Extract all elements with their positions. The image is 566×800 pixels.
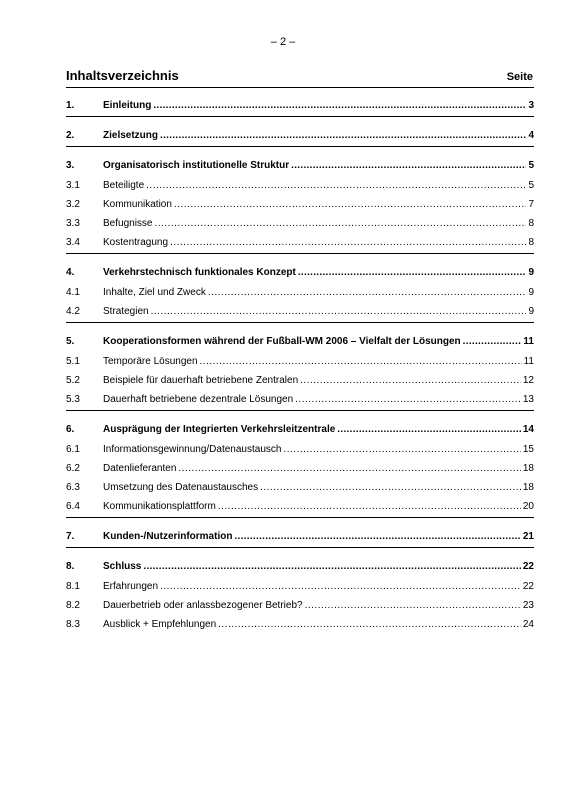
toc-entry-title: Kooperationsformen während der Fußball-WM 2006 – Vielfalt der Lösungen — [103, 336, 461, 347]
toc-entry-page: 9 — [528, 306, 534, 317]
toc-entry-number: 6.3 — [66, 482, 80, 493]
toc-section-row[interactable] — [66, 179, 534, 193]
toc-dot-leader — [337, 423, 521, 437]
toc-dot-leader — [218, 618, 521, 632]
toc-dot-leader — [218, 500, 521, 514]
toc-dot-leader — [234, 530, 520, 544]
toc-chapter-row[interactable] — [66, 159, 534, 173]
toc-entry-title: Ausprägung der Integrierten Verkehrsleitzentrale — [103, 424, 336, 435]
toc-dot-leader — [154, 217, 526, 231]
toc-entry-title: Kommunikation — [103, 199, 172, 210]
toc-entry-page: 8 — [528, 218, 534, 229]
toc-entry-number: 5.2 — [66, 375, 80, 386]
toc-entry-page: 9 — [528, 287, 534, 298]
toc-entry-number: 3. — [66, 160, 75, 171]
toc-dot-leader — [200, 355, 522, 369]
toc-entry-number: 3.2 — [66, 199, 80, 210]
toc-entry-title: Ausblick + Empfehlungen — [103, 619, 217, 630]
toc-entry-page: 18 — [522, 482, 534, 493]
section-divider — [66, 146, 534, 147]
toc-entry-number: 4. — [66, 267, 75, 278]
toc-chapter-row[interactable] — [66, 99, 534, 113]
toc-dot-leader — [463, 335, 522, 349]
toc-entry-title: Erfahrungen — [103, 581, 159, 592]
toc-entry-number: 2. — [66, 130, 75, 141]
toc-entry-number: 4.1 — [66, 287, 80, 298]
toc-section-row[interactable] — [66, 618, 534, 632]
toc-entry-title: Zielsetzung — [103, 130, 159, 141]
toc-entry-number: 6.4 — [66, 501, 80, 512]
header-divider — [66, 87, 534, 88]
toc-entry-number: 8.2 — [66, 600, 80, 611]
toc-entry-page: 18 — [522, 463, 534, 474]
page-column-label: Seite — [506, 71, 533, 83]
toc-dot-leader — [300, 374, 521, 388]
toc-entry-page: 8 — [528, 237, 534, 248]
toc-entry-number: 3.4 — [66, 237, 80, 248]
toc-entry-title: Dauerbetrieb oder anlassbezogener Betrieb? — [103, 600, 303, 611]
toc-entry-title: Befugnisse — [103, 218, 153, 229]
toc-entry-title: Beispiele für dauerhaft betriebene Zentralen — [103, 375, 299, 386]
toc-entry-title: Strategien — [103, 306, 149, 317]
toc-entry-number: 5.1 — [66, 356, 80, 367]
toc-entry-page: 22 — [522, 561, 534, 572]
toc-header — [66, 68, 533, 83]
toc-entry-number: 6. — [66, 424, 75, 435]
toc-dot-leader — [305, 599, 521, 613]
toc-dot-leader — [295, 393, 521, 407]
toc-entry-title: Verkehrstechnisch funktionales Konzept — [103, 267, 296, 278]
toc-section-row[interactable] — [66, 198, 534, 212]
section-divider — [66, 116, 534, 117]
toc-dot-leader — [153, 99, 526, 113]
toc-entry-page: 13 — [522, 394, 534, 405]
toc-section-row[interactable] — [66, 443, 534, 457]
toc-entry-title: Organisatorisch institutionelle Struktur — [103, 160, 290, 171]
toc-entry-page: 23 — [522, 600, 534, 611]
toc-entry-number: 6.1 — [66, 444, 80, 455]
toc-entry-title: Beteiligte — [103, 180, 145, 191]
toc-entry-page: 24 — [522, 619, 534, 630]
toc-entry-page: 11 — [523, 356, 534, 367]
toc-dot-leader — [174, 198, 527, 212]
toc-entry-title: Kostentragung — [103, 237, 169, 248]
toc-entry-page: 4 — [528, 130, 534, 141]
section-divider — [66, 517, 534, 518]
toc-entry-page: 20 — [522, 501, 534, 512]
toc-entry-number: 8.3 — [66, 619, 80, 630]
section-divider — [66, 322, 534, 323]
toc-entry-number: 1. — [66, 100, 75, 111]
toc-entry-number: 8. — [66, 561, 75, 572]
toc-chapter-row[interactable] — [66, 266, 534, 280]
toc-entry-page: 11 — [523, 336, 534, 347]
toc-entry-number: 5. — [66, 336, 75, 347]
toc-entry-page: 5 — [528, 160, 534, 171]
toc-entry-page: 7 — [528, 199, 534, 210]
toc-entry-title: Inhalte, Ziel und Zweck — [103, 287, 206, 298]
toc-entry-title: Kommunikationsplattform — [103, 501, 216, 512]
toc-section-row[interactable] — [66, 481, 534, 495]
toc-chapter-row[interactable] — [66, 423, 534, 437]
toc-dot-leader — [291, 159, 526, 173]
toc-dot-leader — [260, 481, 521, 495]
toc-entry-page: 9 — [528, 267, 534, 278]
toc-entry-page: 5 — [528, 180, 534, 191]
toc-entry-number: 4.2 — [66, 306, 80, 317]
toc-section-row[interactable] — [66, 462, 534, 476]
page-number: – 2 – — [270, 36, 296, 48]
toc-section-row[interactable] — [66, 236, 534, 250]
toc-section-row[interactable] — [66, 580, 534, 594]
toc-chapter-row[interactable] — [66, 335, 534, 349]
section-divider — [66, 547, 534, 548]
toc-dot-leader — [283, 443, 520, 457]
toc-entry-page: 14 — [522, 424, 534, 435]
toc-entry-title: Schluss — [103, 561, 142, 572]
toc-entry-title: Informationsgewinnung/Datenaustausch — [103, 444, 282, 455]
toc-chapter-row[interactable] — [66, 530, 534, 544]
toc-section-row[interactable] — [66, 374, 534, 388]
toc-entry-page: 12 — [522, 375, 534, 386]
section-divider — [66, 410, 534, 411]
toc-chapter-row[interactable] — [66, 560, 534, 574]
toc-entry-number: 8.1 — [66, 581, 80, 592]
toc-entry-title: Kunden-/Nutzerinformation — [103, 531, 233, 542]
section-divider — [66, 253, 534, 254]
toc-entry-title: Dauerhaft betriebene dezentrale Lösungen — [103, 394, 294, 405]
toc-entry-number: 3.1 — [66, 180, 80, 191]
toc-dot-leader — [151, 305, 527, 319]
toc-section-row[interactable] — [66, 355, 534, 369]
toc-entry-number: 3.3 — [66, 218, 80, 229]
toc-dot-leader — [160, 580, 521, 594]
toc-dot-leader — [208, 286, 527, 300]
toc-entry-page: 21 — [522, 531, 534, 542]
toc-dot-leader — [170, 236, 526, 250]
toc-dot-leader — [143, 560, 521, 574]
toc-entry-page: 15 — [522, 444, 534, 455]
toc-dot-leader — [146, 179, 526, 193]
toc-chapter-row[interactable] — [66, 129, 534, 143]
toc-section-row[interactable] — [66, 393, 534, 407]
toc-section-row[interactable] — [66, 286, 534, 300]
toc-section-row[interactable] — [66, 500, 534, 514]
toc-entry-title: Umsetzung des Datenaustausches — [103, 482, 259, 493]
toc-section-row[interactable] — [66, 599, 534, 613]
toc-entry-title: Einleitung — [103, 100, 152, 111]
toc-entry-page: 3 — [528, 100, 534, 111]
toc-dot-leader — [178, 462, 520, 476]
toc-section-row[interactable] — [66, 217, 534, 231]
toc-entry-title: Temporäre Lösungen — [103, 356, 198, 367]
toc-entry-number: 6.2 — [66, 463, 80, 474]
toc-title: Inhaltsverzeichnis — [66, 68, 179, 83]
toc-entry-title: Datenlieferanten — [103, 463, 177, 474]
toc-entry-number: 5.3 — [66, 394, 80, 405]
toc-dot-leader — [298, 266, 527, 280]
toc-section-row[interactable] — [66, 305, 534, 319]
toc-entry-number: 7. — [66, 531, 75, 542]
toc-entry-page: 22 — [522, 581, 534, 592]
toc-dot-leader — [160, 129, 526, 143]
